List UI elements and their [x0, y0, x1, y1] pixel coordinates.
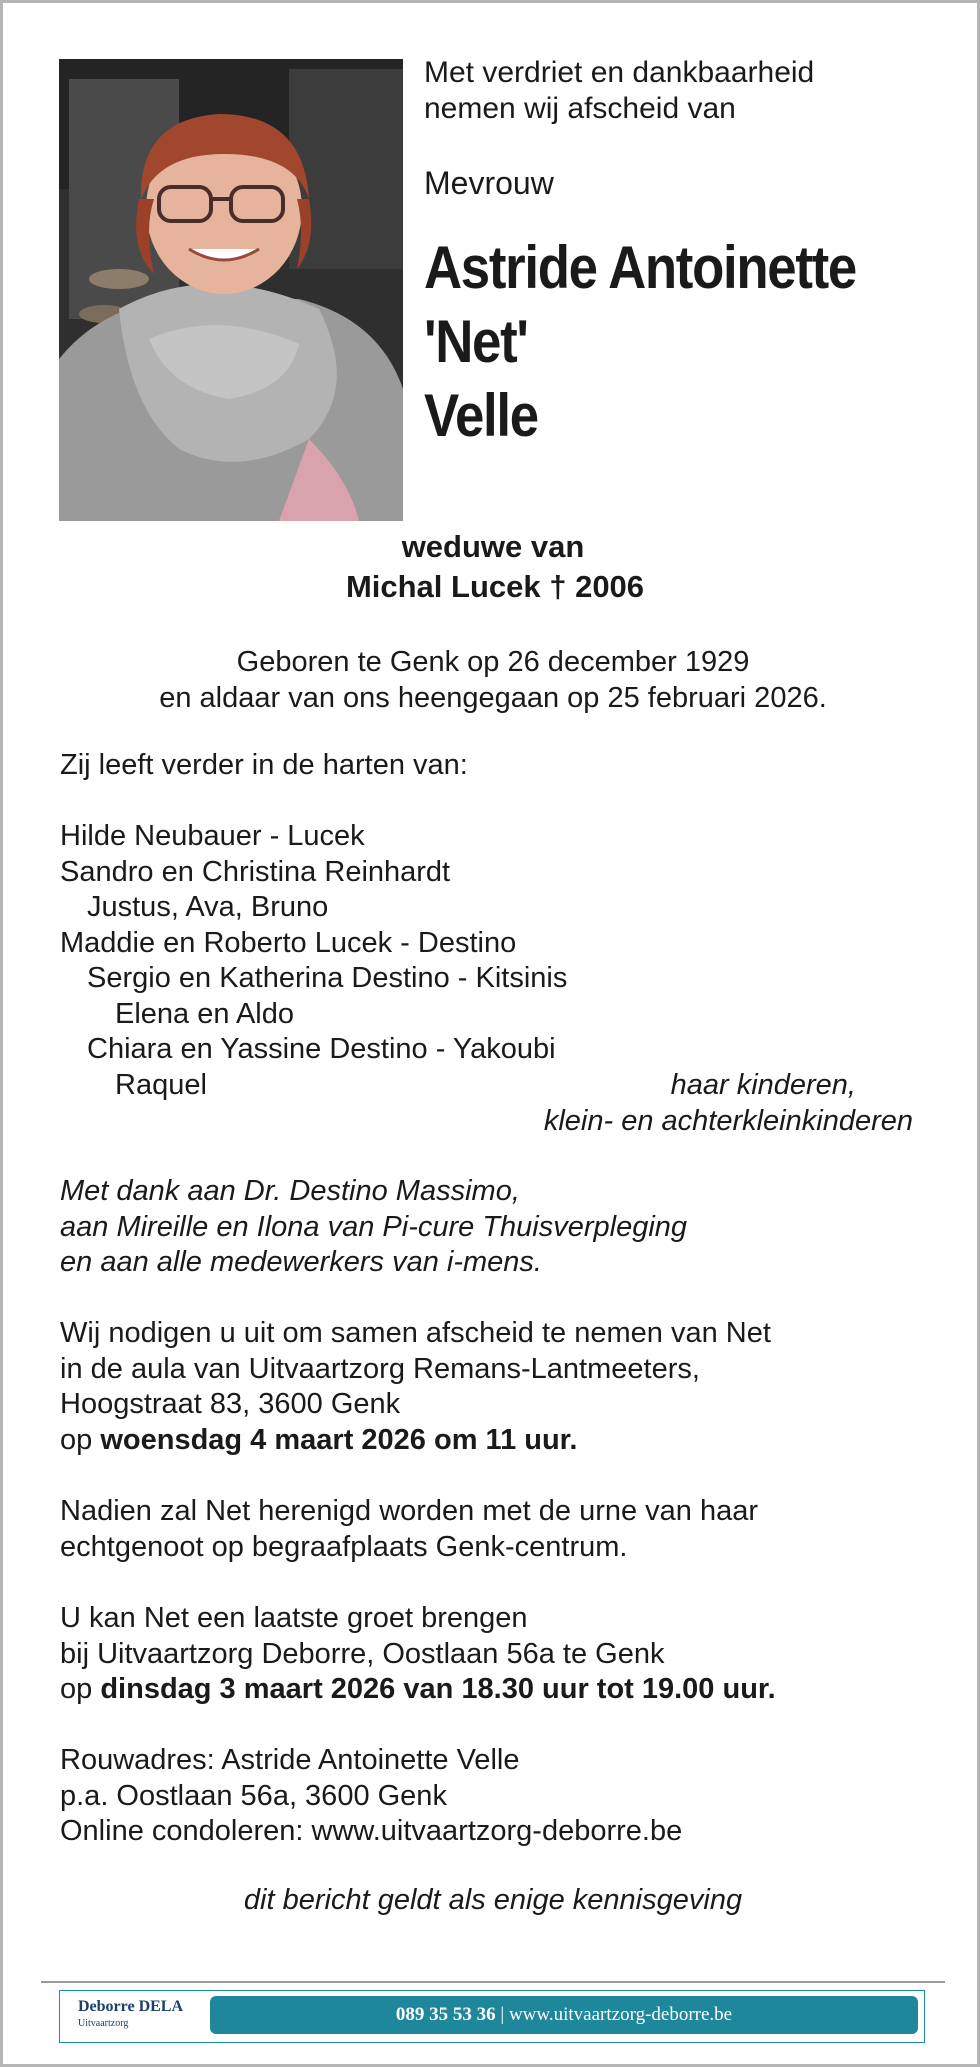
burial-info: [60, 1494, 758, 1565]
family-member: Maddie en Roberto Lucek - Destino: [60, 926, 517, 959]
logo-subtitle: Uitvaartzorg: [78, 2018, 129, 2029]
birth-death-info: [3, 644, 980, 716]
widow-label: weduwe van: [401, 529, 585, 564]
website-link[interactable]: www.uitvaartzorg-deborre.be: [508, 2004, 733, 2025]
invite-line: Hoogstraat 83, 3600 Genk: [60, 1388, 401, 1420]
relation-label: [303, 1068, 913, 1139]
family-list: [60, 819, 567, 1103]
visit-line: U kan Net een laatste groet brengen: [60, 1602, 528, 1634]
visit-info: [60, 1601, 776, 1708]
family-member: Sandro en Christina Reinhardt: [60, 855, 451, 888]
name-line: 'Net': [424, 308, 528, 375]
family-member: Justus, Ava, Bruno: [87, 891, 329, 923]
invite-line: in de aula van Uitvaartzorg Remans-Lantmeeters,: [60, 1352, 700, 1385]
thanks-line: Met dank aan Dr. Destino Massimo,: [60, 1175, 520, 1207]
thanks-text: [60, 1174, 687, 1281]
contact-separator: |: [500, 2004, 505, 2025]
mourning-address: [60, 1743, 682, 1850]
visit-line: bij Uitvaartzorg Deborre, Oostlaan 56a te Genk: [60, 1637, 665, 1670]
relation-line: haar kinderen,: [670, 1069, 856, 1101]
thanks-line: aan Mireille en Ilona van Pi-cure Thuisverpleging: [60, 1210, 688, 1243]
honorific: Mevrouw: [424, 165, 554, 201]
footer-banner: [59, 1990, 925, 2043]
invite-line: Wij nodigen u uit om samen afscheid te nemen van Net: [60, 1317, 771, 1349]
visit-when-line: [60, 1672, 776, 1708]
farewell-invitation: [60, 1316, 771, 1458]
spouse-name: Michal Lucek † 2006: [345, 569, 645, 604]
intro-text: [424, 55, 814, 127]
family-member: Chiara en Yassine Destino - Yakoubi: [87, 1033, 556, 1065]
lives-on-intro: Zij leeft verder in de harten van:: [60, 749, 468, 781]
logo-brand: Deborre DELA: [78, 1998, 184, 2015]
family-member: Elena en Aldo: [115, 997, 294, 1030]
invite-date: woensdag 4 maart 2026 om 11 uur.: [100, 1423, 578, 1456]
invite-prefix: op: [60, 1423, 101, 1456]
family-member: Hilde Neubauer - Lucek: [60, 820, 365, 852]
family-member: Raquel: [115, 1068, 207, 1101]
funeral-home-logo: [78, 1997, 183, 2031]
address-line: p.a. Oostlaan 56a, 3600 Genk: [60, 1779, 447, 1812]
portrait-photo: [59, 59, 403, 521]
phone-number[interactable]: 089 35 53 36: [395, 2004, 496, 2025]
burial-line: Nadien zal Net herenigd worden met de urne van haar: [60, 1495, 759, 1527]
name-line: Astride Antoinette: [424, 234, 856, 301]
widow-of: [3, 527, 980, 607]
invite-when-line: [60, 1423, 771, 1459]
intro-line: Met verdriet en dankbaarheid: [424, 56, 815, 89]
condolence-link[interactable]: Online condoleren: www.uitvaartzorg-deborre.be: [60, 1815, 683, 1847]
address-line: Rouwadres: Astride Antoinette Velle: [60, 1744, 520, 1776]
notice-text: dit bericht geldt als enige kennisgeving: [243, 1884, 743, 1916]
thanks-line: en aan alle medewerkers van i-mens.: [60, 1246, 542, 1278]
burial-line: echtgenoot op begraafplaats Genk-centrum.: [60, 1530, 628, 1563]
family-member: Sergio en Katherina Destino - Kitsinis: [87, 962, 568, 994]
contact-bar: [210, 1996, 918, 2034]
name-line: Velle: [424, 382, 538, 449]
footer-divider: [41, 1981, 945, 1983]
deceased-name: [424, 231, 856, 453]
intro-line: nemen wij afscheid van: [424, 92, 736, 125]
birth-line: Geboren te Genk op 26 december 1929: [236, 646, 750, 678]
relation-line: klein- en achterkleinkinderen: [543, 1104, 913, 1137]
visit-prefix: op: [60, 1673, 101, 1705]
visit-date: dinsdag 3 maart 2026 van 18.30 uur tot 19.00 uur.: [100, 1673, 776, 1705]
death-line: en aldaar van ons heengegaan op 25 februari 2026.: [159, 682, 827, 714]
